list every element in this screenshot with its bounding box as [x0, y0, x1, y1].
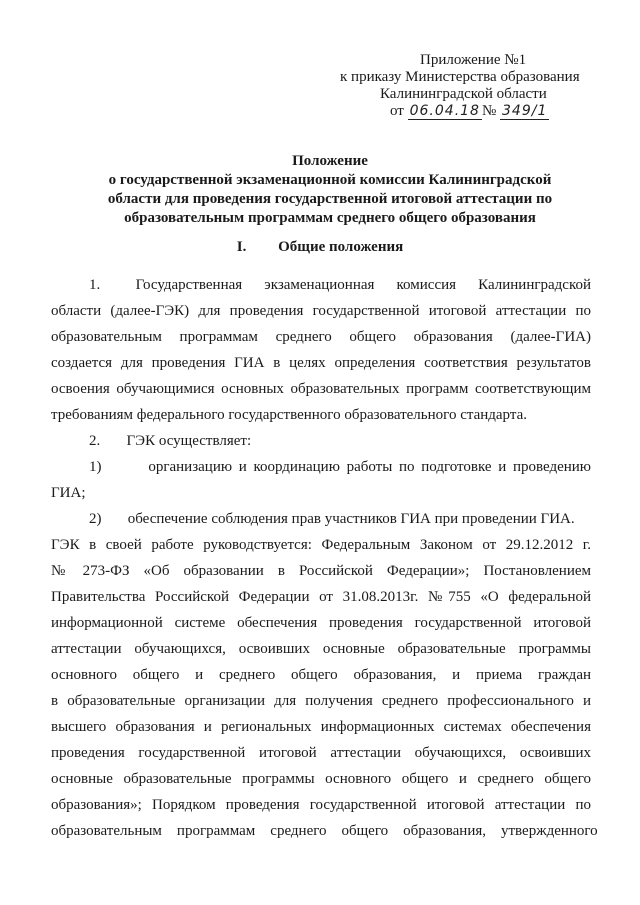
- handwritten-date: 06.04.18: [409, 103, 480, 119]
- title-line-2: о государственной экзаменационной комиссии Калининградской: [108, 172, 552, 188]
- appendix-number-label: №: [481, 103, 497, 119]
- paragraph-1-line-4: создается для проведения ГИА в целях определения соответствия результатов: [51, 355, 591, 371]
- title-line-1: Положение: [292, 153, 368, 169]
- appendix-region: Калининградской области: [380, 86, 547, 102]
- list-item-1-line-1: 1) организацию и координацию работы по подготовке и проведению: [89, 459, 591, 475]
- paragraph-5-line-1: ГЭК в своей работе руководствуется: Федеральным Законом от 29.12.2012 г.: [51, 537, 591, 553]
- paragraph-1-line-5: освоения обучающимися основных образовательных программ соответствующим: [51, 381, 591, 397]
- paragraph-5-line-10: основные образовательные программы основного общего и среднего общего: [51, 771, 591, 787]
- paragraph-5-line-5: аттестации обучающихся, освоивших основные образовательные программы: [51, 641, 591, 657]
- section-heading: [0, 239, 640, 256]
- section-title: Общие положения: [278, 239, 404, 255]
- paragraph-5-line-6: основного общего и среднего общего образования, и приема граждан: [51, 667, 591, 683]
- appendix-order-ref: к приказу Министерства образования: [340, 69, 580, 85]
- paragraph-1-line-1: 1. Государственная экзаменационная комиссия Калининградской: [89, 277, 591, 293]
- document-body: [51, 272, 598, 844]
- appendix-title: Приложение №1: [420, 52, 527, 68]
- paragraph-5-line-3: Правительства Российской Федерации от 31.08.2013г. №755 «О федеральной: [51, 589, 591, 605]
- paragraph-5-line-2: № 273-ФЗ «Об образовании в Российской Федерации»; Постановлением: [51, 563, 591, 579]
- title-line-4: образовательным программам среднего общего образования: [124, 210, 536, 226]
- list-item-2: 2) обеспечение соблюдения прав участников ГИА при проведении ГИА.: [89, 511, 575, 527]
- document-title: [70, 152, 590, 228]
- paragraph-2: 2. ГЭК осуществляет:: [89, 433, 252, 449]
- paragraph-1-line-3: образовательным программам среднего общего образования (далее-ГИА): [51, 329, 591, 345]
- appendix-header: [330, 52, 620, 120]
- paragraph-5-line-9: проведения государственной итоговой аттестации обучающихся, освоивших: [51, 745, 591, 761]
- title-line-3: области для проведения государственной итоговой аттестации по: [107, 191, 553, 207]
- paragraph-5-line-4: информационной системе обеспечения проведения государственной итоговой: [51, 615, 591, 631]
- paragraph-5-line-8: высшего образования и региональных информационных системах обеспечения: [51, 719, 591, 735]
- paragraph-5-line-7: в образовательные организации для получения среднего профессионального и: [51, 693, 591, 709]
- appendix-date-prefix: от: [390, 103, 404, 119]
- paragraph-5-line-11: образования»; Порядком проведения государственной итоговой аттестации по: [51, 797, 591, 813]
- paragraph-1-line-6: требованиям федерального государственного образовательного стандарта.: [51, 407, 528, 423]
- list-item-1-line-2: ГИА;: [51, 485, 86, 501]
- section-number: I.: [236, 239, 247, 255]
- appendix-date-line: [330, 103, 620, 120]
- paragraph-1-line-2: области (далее-ГЭК) для проведения государственной итоговой аттестации по: [51, 303, 591, 319]
- paragraph-5-line-12: образовательным программам среднего общего образования, утвержденного: [51, 823, 598, 839]
- handwritten-number: 349/1: [502, 103, 548, 119]
